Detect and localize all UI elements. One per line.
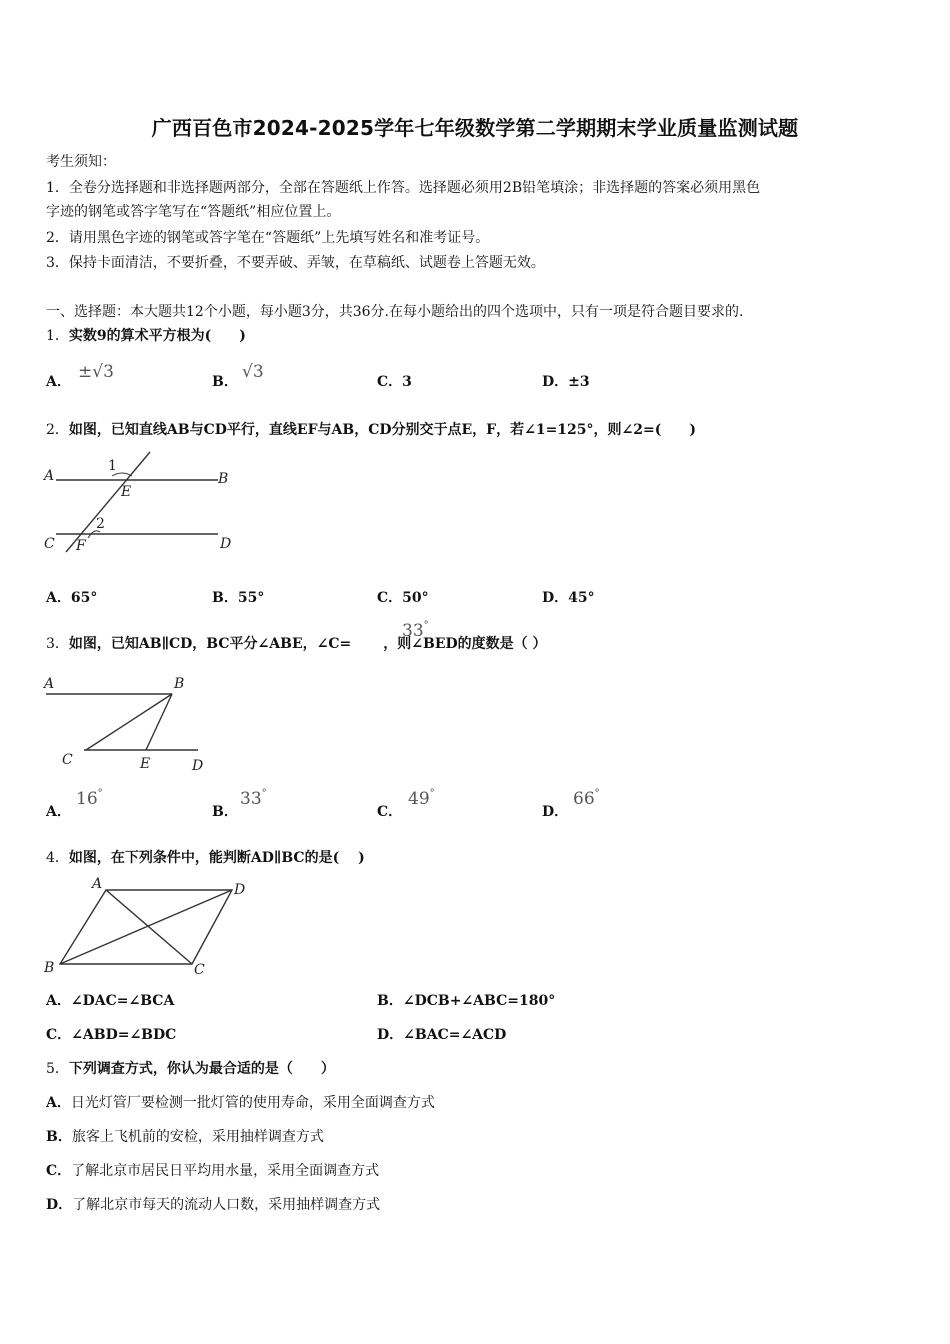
option-label: B． bbox=[212, 590, 238, 606]
q3-option-d[interactable] bbox=[542, 802, 568, 822]
q2-option-a[interactable] bbox=[46, 588, 97, 608]
option-label: B． bbox=[377, 993, 403, 1009]
option-label: D． bbox=[46, 1197, 73, 1213]
option-label: A． bbox=[46, 590, 71, 606]
label-d: D bbox=[234, 882, 246, 898]
option-value: 了解北京市每天的流动人口数，采用抽样调查方式 bbox=[72, 1197, 381, 1213]
option-label: A． bbox=[46, 374, 71, 390]
question-number: 1． bbox=[46, 328, 69, 344]
label-a: A bbox=[44, 468, 55, 484]
q5-option-d[interactable] bbox=[46, 1195, 380, 1215]
q4-option-c[interactable] bbox=[46, 1025, 176, 1045]
option-label: D． bbox=[542, 804, 569, 820]
option-value: 55° bbox=[237, 590, 265, 606]
q2-option-c[interactable] bbox=[377, 588, 429, 608]
option-value: 3 bbox=[402, 374, 412, 390]
notice-line-3: 3．保持卡面清洁，不要折叠，不要弄破、弄皱，在草稿纸、试题卷上答题无效。 bbox=[46, 255, 545, 271]
label-a: A bbox=[44, 676, 55, 692]
q4-option-d[interactable] bbox=[377, 1025, 506, 1045]
notice-line-2: 2．请用黑色字迹的钢笔或答字笔在“答题纸”上先填写姓名和准考证号。 bbox=[46, 230, 490, 246]
question-text: 如图，在下列条件中，能判断AD∥BC的是( ) bbox=[68, 850, 365, 866]
label-e: E bbox=[140, 756, 151, 772]
section-heading: 一、选择题：本大题共12个小题，每小题3分，共36分.在每小题给出的四个选项中，只有一项是符合题目要求的. bbox=[46, 304, 744, 320]
label-d: D bbox=[192, 758, 204, 774]
q5-option-a[interactable] bbox=[46, 1093, 435, 1113]
question-3 bbox=[46, 634, 547, 654]
q3-option-b[interactable] bbox=[212, 802, 238, 822]
q2-figure bbox=[40, 446, 240, 556]
option-value: 45° bbox=[568, 590, 595, 606]
label-a: A bbox=[92, 876, 103, 892]
question-1 bbox=[46, 326, 246, 346]
option-value: 了解北京市居民日平均用水量，采用全面调查方式 bbox=[71, 1163, 380, 1179]
option-label: A． bbox=[46, 1095, 71, 1111]
label-b: B bbox=[174, 676, 185, 692]
q1-option-a[interactable] bbox=[46, 372, 71, 392]
label-b: B bbox=[44, 960, 55, 976]
q5-option-c[interactable] bbox=[46, 1161, 379, 1181]
q3-angle-value: 33° bbox=[402, 620, 429, 641]
q2-option-d[interactable] bbox=[542, 588, 595, 608]
question-number: 4． bbox=[46, 850, 69, 866]
q3-option-c-value: 49° bbox=[408, 788, 435, 809]
label-f: F bbox=[76, 538, 86, 554]
question-text: 如图，已知直线AB与CD平行，直线EF与AB，CD分别交于点E，F，若∠1=125°，则∠2=( ) bbox=[68, 422, 696, 438]
diagonal-bd bbox=[60, 890, 232, 964]
q3-option-d-value: 66° bbox=[573, 788, 600, 809]
question-text: 实数9的算术平方根为( ) bbox=[68, 328, 246, 344]
question-text-b: ，则∠BED的度数是（ ） bbox=[383, 636, 547, 652]
option-value: 50° bbox=[402, 590, 429, 606]
label-angle-1: 1 bbox=[108, 458, 117, 474]
q2-option-b[interactable] bbox=[212, 588, 264, 608]
question-2 bbox=[46, 420, 696, 440]
option-value: ±3 bbox=[568, 374, 590, 390]
notice-line-1b: 字迹的钢笔或答字笔写在“答题纸”相应位置上。 bbox=[46, 204, 341, 220]
option-label: A． bbox=[46, 804, 71, 820]
q1-option-a-value: ±√3 bbox=[78, 362, 114, 382]
option-value: ∠DCB+∠ABC=180° bbox=[402, 993, 556, 1009]
option-value: ∠BAC=∠ACD bbox=[403, 1027, 507, 1043]
q4-figure bbox=[40, 874, 255, 976]
question-5 bbox=[46, 1059, 335, 1079]
label-e: E bbox=[121, 484, 132, 500]
label-c: C bbox=[194, 962, 205, 976]
question-number: 5． bbox=[46, 1061, 69, 1077]
option-value: 日光灯管厂要检测一批灯管的使用寿命，采用全面调查方式 bbox=[70, 1095, 435, 1111]
option-label: B． bbox=[212, 804, 238, 820]
label-c: C bbox=[62, 752, 73, 768]
option-label: D． bbox=[542, 590, 569, 606]
label-c: C bbox=[44, 536, 55, 552]
option-label: B． bbox=[212, 374, 238, 390]
question-text: 下列调查方式，你认为最合适的是（ ） bbox=[68, 1061, 335, 1077]
q3-figure bbox=[40, 672, 220, 776]
option-label: C． bbox=[377, 590, 403, 606]
notice-line-1: 1．全卷分选择题和非选择题两部分，全部在答题纸上作答。选择题必须用2B铅笔填涂；非选择题的答案必须用黑色 bbox=[46, 180, 761, 196]
q1-option-c[interactable] bbox=[377, 372, 412, 392]
question-text-a: 如图，已知AB∥CD，BC平分∠ABE，∠C= bbox=[68, 636, 352, 652]
option-label: D． bbox=[377, 1027, 404, 1043]
label-d: D bbox=[220, 536, 232, 552]
label-b: B bbox=[218, 471, 229, 487]
q3-option-c[interactable] bbox=[377, 802, 402, 822]
diagonal-ac bbox=[106, 890, 192, 964]
page-title: 广西百色市2024-2025学年七年级数学第二学期期末学业质量监测试题 bbox=[151, 116, 799, 140]
option-label: B． bbox=[46, 1129, 72, 1145]
q4-option-a[interactable] bbox=[46, 991, 174, 1011]
option-label: C． bbox=[377, 804, 403, 820]
q5-option-b[interactable] bbox=[46, 1127, 324, 1147]
option-label: A． bbox=[46, 993, 71, 1009]
option-label: C． bbox=[46, 1027, 72, 1043]
question-number: 2． bbox=[46, 422, 69, 438]
question-4 bbox=[46, 848, 365, 868]
question-number: 3． bbox=[46, 636, 69, 652]
q3-option-b-value: 33° bbox=[240, 788, 267, 809]
option-label: C． bbox=[46, 1163, 72, 1179]
label-angle-2: 2 bbox=[96, 516, 105, 532]
q1-option-b-value: √3 bbox=[242, 362, 264, 382]
option-value: ∠DAC=∠BCA bbox=[70, 993, 175, 1009]
option-label: D． bbox=[542, 374, 569, 390]
q3-option-a-value: 16° bbox=[76, 788, 103, 809]
option-value: 65° bbox=[70, 590, 98, 606]
q1-option-b[interactable] bbox=[212, 372, 238, 392]
option-label: C． bbox=[377, 374, 403, 390]
option-value: ∠ABD=∠BDC bbox=[71, 1027, 177, 1043]
q4-option-b[interactable] bbox=[377, 991, 555, 1011]
notice-heading: 考生须知： bbox=[46, 154, 116, 170]
q1-option-d[interactable] bbox=[542, 372, 590, 392]
q3-option-a[interactable] bbox=[46, 802, 71, 822]
option-value: 旅客上飞机前的安检，采用抽样调查方式 bbox=[71, 1129, 324, 1145]
